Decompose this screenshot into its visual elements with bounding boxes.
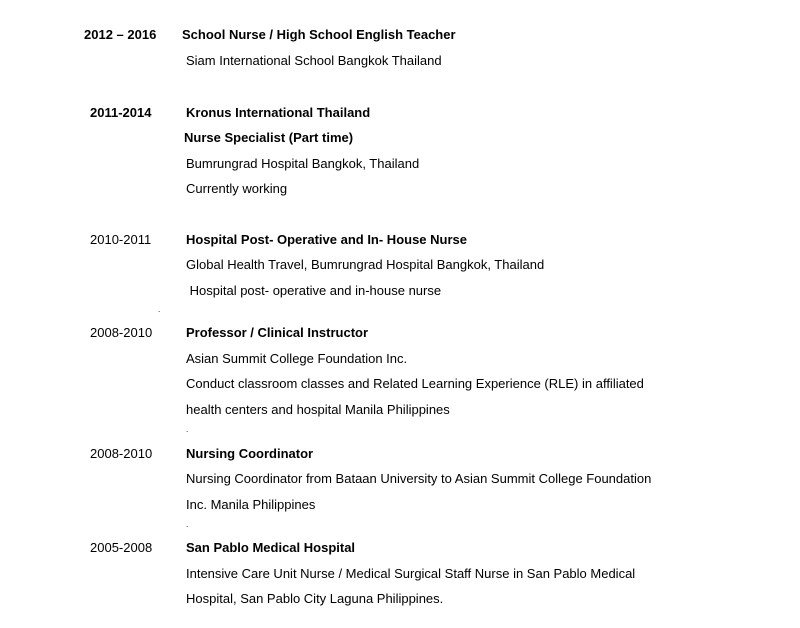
entry-detail: Conduct classroom classes and Related Learning Experience (RLE) in affiliated <box>186 376 644 391</box>
dot-mark: . <box>158 305 161 314</box>
entry-title: Professor / Clinical Instructor <box>186 325 369 340</box>
entry-detail: Nursing Coordinator from Bataan University to Asian Summit College Foundation <box>186 471 652 486</box>
entry-title: Nursing Coordinator <box>186 446 314 461</box>
entry-detail: Hospital post- operative and in-house nurse <box>186 283 442 298</box>
entry-years: 2008-2010 <box>90 325 153 340</box>
dot-mark: . <box>186 520 189 529</box>
entry-years: 2010-2011 <box>90 232 152 247</box>
entry-years: 2011-2014 <box>90 105 152 120</box>
entry-detail: Intensive Care Unit Nurse / Medical Surgical Staff Nurse in San Pablo Medical <box>186 566 636 581</box>
entry-years: 2008-2010 <box>90 446 153 461</box>
dot-mark: . <box>186 425 189 434</box>
entry-detail: Bumrungrad Hospital Bangkok, Thailand <box>186 156 420 171</box>
entry-title: San Pablo Medical Hospital <box>186 540 356 555</box>
entry-title: Hospital Post- Operative and In- House Nurse <box>186 232 467 247</box>
entry-detail: Siam International School Bangkok Thailand <box>186 53 442 68</box>
entry-detail: Hospital, San Pablo City Laguna Philippines. <box>186 591 444 606</box>
entry-title: School Nurse / High School English Teacher <box>182 27 456 42</box>
entry-detail: health centers and hospital Manila Philippines <box>186 402 450 417</box>
entry-detail: Inc. Manila Philippines <box>186 497 316 512</box>
entry-years: 2005-2008 <box>90 540 153 555</box>
entry-title: Kronus International Thailand <box>186 105 371 120</box>
entry-detail: Currently working <box>186 181 288 196</box>
entry-detail: Asian Summit College Foundation Inc. <box>186 351 408 366</box>
entry-detail: Global Health Travel, Bumrungrad Hospital Bangkok, Thailand <box>186 257 545 272</box>
entry-years: 2012 – 2016 <box>84 27 157 42</box>
entry-subtitle: Nurse Specialist (Part time) <box>184 130 354 145</box>
